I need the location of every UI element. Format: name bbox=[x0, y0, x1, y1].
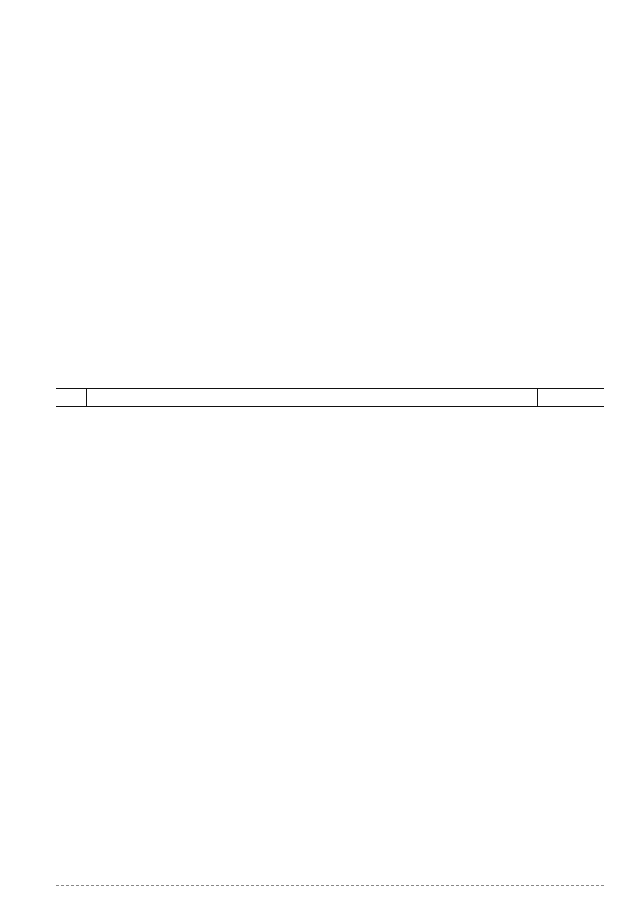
allocation-table bbox=[56, 388, 604, 407]
header-number bbox=[56, 389, 87, 407]
table-header-row bbox=[56, 389, 604, 407]
footer-divider bbox=[56, 885, 604, 886]
header-sum bbox=[538, 389, 605, 407]
header-name bbox=[87, 389, 538, 407]
